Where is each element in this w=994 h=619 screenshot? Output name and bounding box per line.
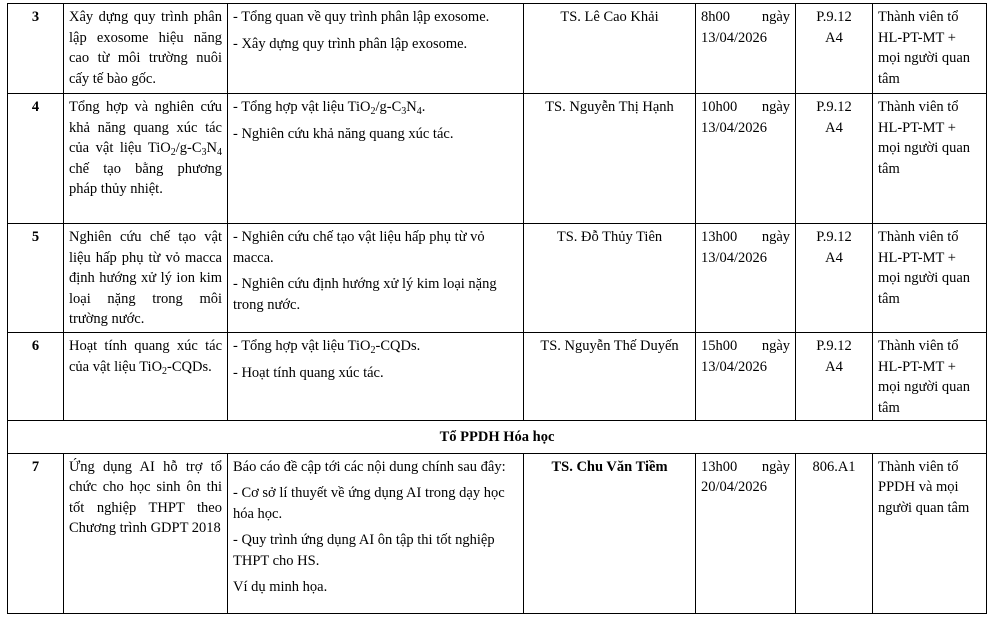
room-line: A4 bbox=[825, 119, 843, 136]
date-value: 13/04/2026 bbox=[701, 249, 768, 266]
seminar-schedule-table bbox=[7, 3, 987, 614]
content-line: - Hoạt tính quang xúc tác. bbox=[233, 364, 384, 381]
content-line: Ví dụ minh họa. bbox=[233, 579, 328, 595]
row-number: 5 bbox=[8, 224, 64, 333]
day-word: ngày bbox=[761, 99, 790, 115]
speaker-name: TS. Đỗ Thủy Tiên bbox=[524, 224, 696, 333]
row-number: 4 bbox=[8, 94, 64, 224]
date-value: 13/04/2026 bbox=[701, 358, 768, 375]
day-word: ngày bbox=[761, 9, 790, 25]
time-value: 15h00 bbox=[701, 338, 738, 354]
day-word: ngày bbox=[761, 229, 790, 245]
room bbox=[796, 4, 873, 94]
row-number: 7 bbox=[8, 453, 64, 613]
room: 806.A1 bbox=[796, 453, 873, 613]
date-value: 13/04/2026 bbox=[701, 29, 768, 46]
audience: Thành viên tổ HL-PT-MT + mọi người quan tâm bbox=[873, 94, 987, 224]
content-line: - Quy trình ứng dụng AI ôn tập thi tốt nghiệp THPT cho HS. bbox=[233, 532, 495, 569]
schedule-time bbox=[696, 4, 796, 94]
room-line: P.9.12 bbox=[816, 9, 852, 25]
date-value: 13/04/2026 bbox=[701, 119, 768, 136]
day-word: ngày bbox=[761, 338, 790, 354]
report-content bbox=[228, 333, 524, 421]
schedule-time bbox=[696, 453, 796, 613]
table-row bbox=[8, 4, 987, 94]
room bbox=[796, 94, 873, 224]
room-line: P.9.12 bbox=[816, 99, 852, 115]
schedule-time bbox=[696, 94, 796, 224]
room-line: A4 bbox=[825, 249, 843, 266]
table-row bbox=[8, 94, 987, 224]
audience: Thành viên tổ PPDH và mọi người quan tâm bbox=[873, 453, 987, 613]
row-number: 6 bbox=[8, 333, 64, 421]
report-title: Ứng dụng AI hỗ trợ tổ chức cho học sinh ôn thi tốt nghiệp THPT theo Chương trình GDPT 2018 bbox=[64, 453, 228, 613]
content-line: Báo cáo đề cập tới các nội dung chính sau đây: bbox=[233, 458, 506, 475]
room bbox=[796, 224, 873, 333]
table-row bbox=[8, 333, 987, 421]
speaker-name: TS. Chu Văn Tiềm bbox=[524, 453, 696, 613]
room-line: A4 bbox=[825, 358, 843, 375]
time-value: 13h00 bbox=[701, 229, 738, 245]
content-line: - Nghiên cứu khả năng quang xúc tác. bbox=[233, 125, 454, 142]
schedule-time bbox=[696, 224, 796, 333]
date-value: 20/04/2026 bbox=[701, 479, 768, 495]
content-line: - Tổng hợp vật liệu TiO$_2$-CQDs. bbox=[233, 338, 421, 356]
speaker-name: TS. Nguyễn Thế Duyến bbox=[524, 333, 696, 421]
report-content bbox=[228, 453, 524, 613]
audience: Thành viên tổ HL-PT-MT + mọi người quan tâm bbox=[873, 4, 987, 94]
speaker-name: TS. Lê Cao Khải bbox=[524, 4, 696, 94]
content-line: - Nghiên cứu định hướng xử lý kim loại nặng trong nước. bbox=[233, 276, 497, 313]
content-line: - Nghiên cứu chế tạo vật liệu hấp phụ từ vỏ macca. bbox=[233, 229, 485, 266]
report-content bbox=[228, 224, 524, 333]
section-row bbox=[8, 421, 987, 454]
content-line: - Tổng hợp vật liệu $TiO_2/g-C_3N_4$. bbox=[233, 99, 426, 117]
time-value: 8h00 bbox=[701, 9, 730, 25]
schedule-time bbox=[696, 333, 796, 421]
table-row bbox=[8, 224, 987, 333]
room-line: P.9.12 bbox=[816, 338, 852, 354]
report-title: Xây dựng quy trình phân lập exosome hiệu năng cao từ môi trường nuôi cấy tế bào gốc. bbox=[64, 4, 228, 94]
speaker-name: TS. Nguyễn Thị Hạnh bbox=[524, 94, 696, 224]
report-title: Tổng hợp và nghiên cứu khả năng quang xúc tác của vật liệu $TiO_2/g-C_3N_4$ chế tạo bằng phương pháp thủy nhiệt. bbox=[64, 94, 228, 224]
content-line: - Xây dựng quy trình phân lập exosome. bbox=[233, 35, 468, 52]
room bbox=[796, 333, 873, 421]
audience: Thành viên tổ HL-PT-MT + mọi người quan tâm bbox=[873, 333, 987, 421]
row-number: 3 bbox=[8, 4, 64, 94]
content-line: - Cơ sở lí thuyết về ứng dụng AI trong dạy học hóa học. bbox=[233, 485, 505, 522]
table-row bbox=[8, 453, 987, 613]
time-value: 13h00 bbox=[701, 458, 738, 475]
report-content bbox=[228, 94, 524, 224]
report-title: Nghiên cứu chế tạo vật liệu hấp phụ từ vỏ macca định hướng xử lý ion kim loại nặng trong môi trường nước. bbox=[64, 224, 228, 333]
room-line: A4 bbox=[825, 29, 843, 46]
report-content bbox=[228, 4, 524, 94]
section-heading: Tổ PPDH Hóa học bbox=[8, 421, 987, 454]
report-title: Hoạt tính quang xúc tác của vật liệu TiO$_2$-CQDs. bbox=[64, 333, 228, 421]
content-line: - Tổng quan về quy trình phân lập exosome. bbox=[233, 9, 490, 25]
audience: Thành viên tổ HL-PT-MT + mọi người quan tâm bbox=[873, 224, 987, 333]
time-value: 10h00 bbox=[701, 99, 738, 115]
room-line: P.9.12 bbox=[816, 229, 852, 245]
day-word: ngày bbox=[761, 458, 790, 475]
